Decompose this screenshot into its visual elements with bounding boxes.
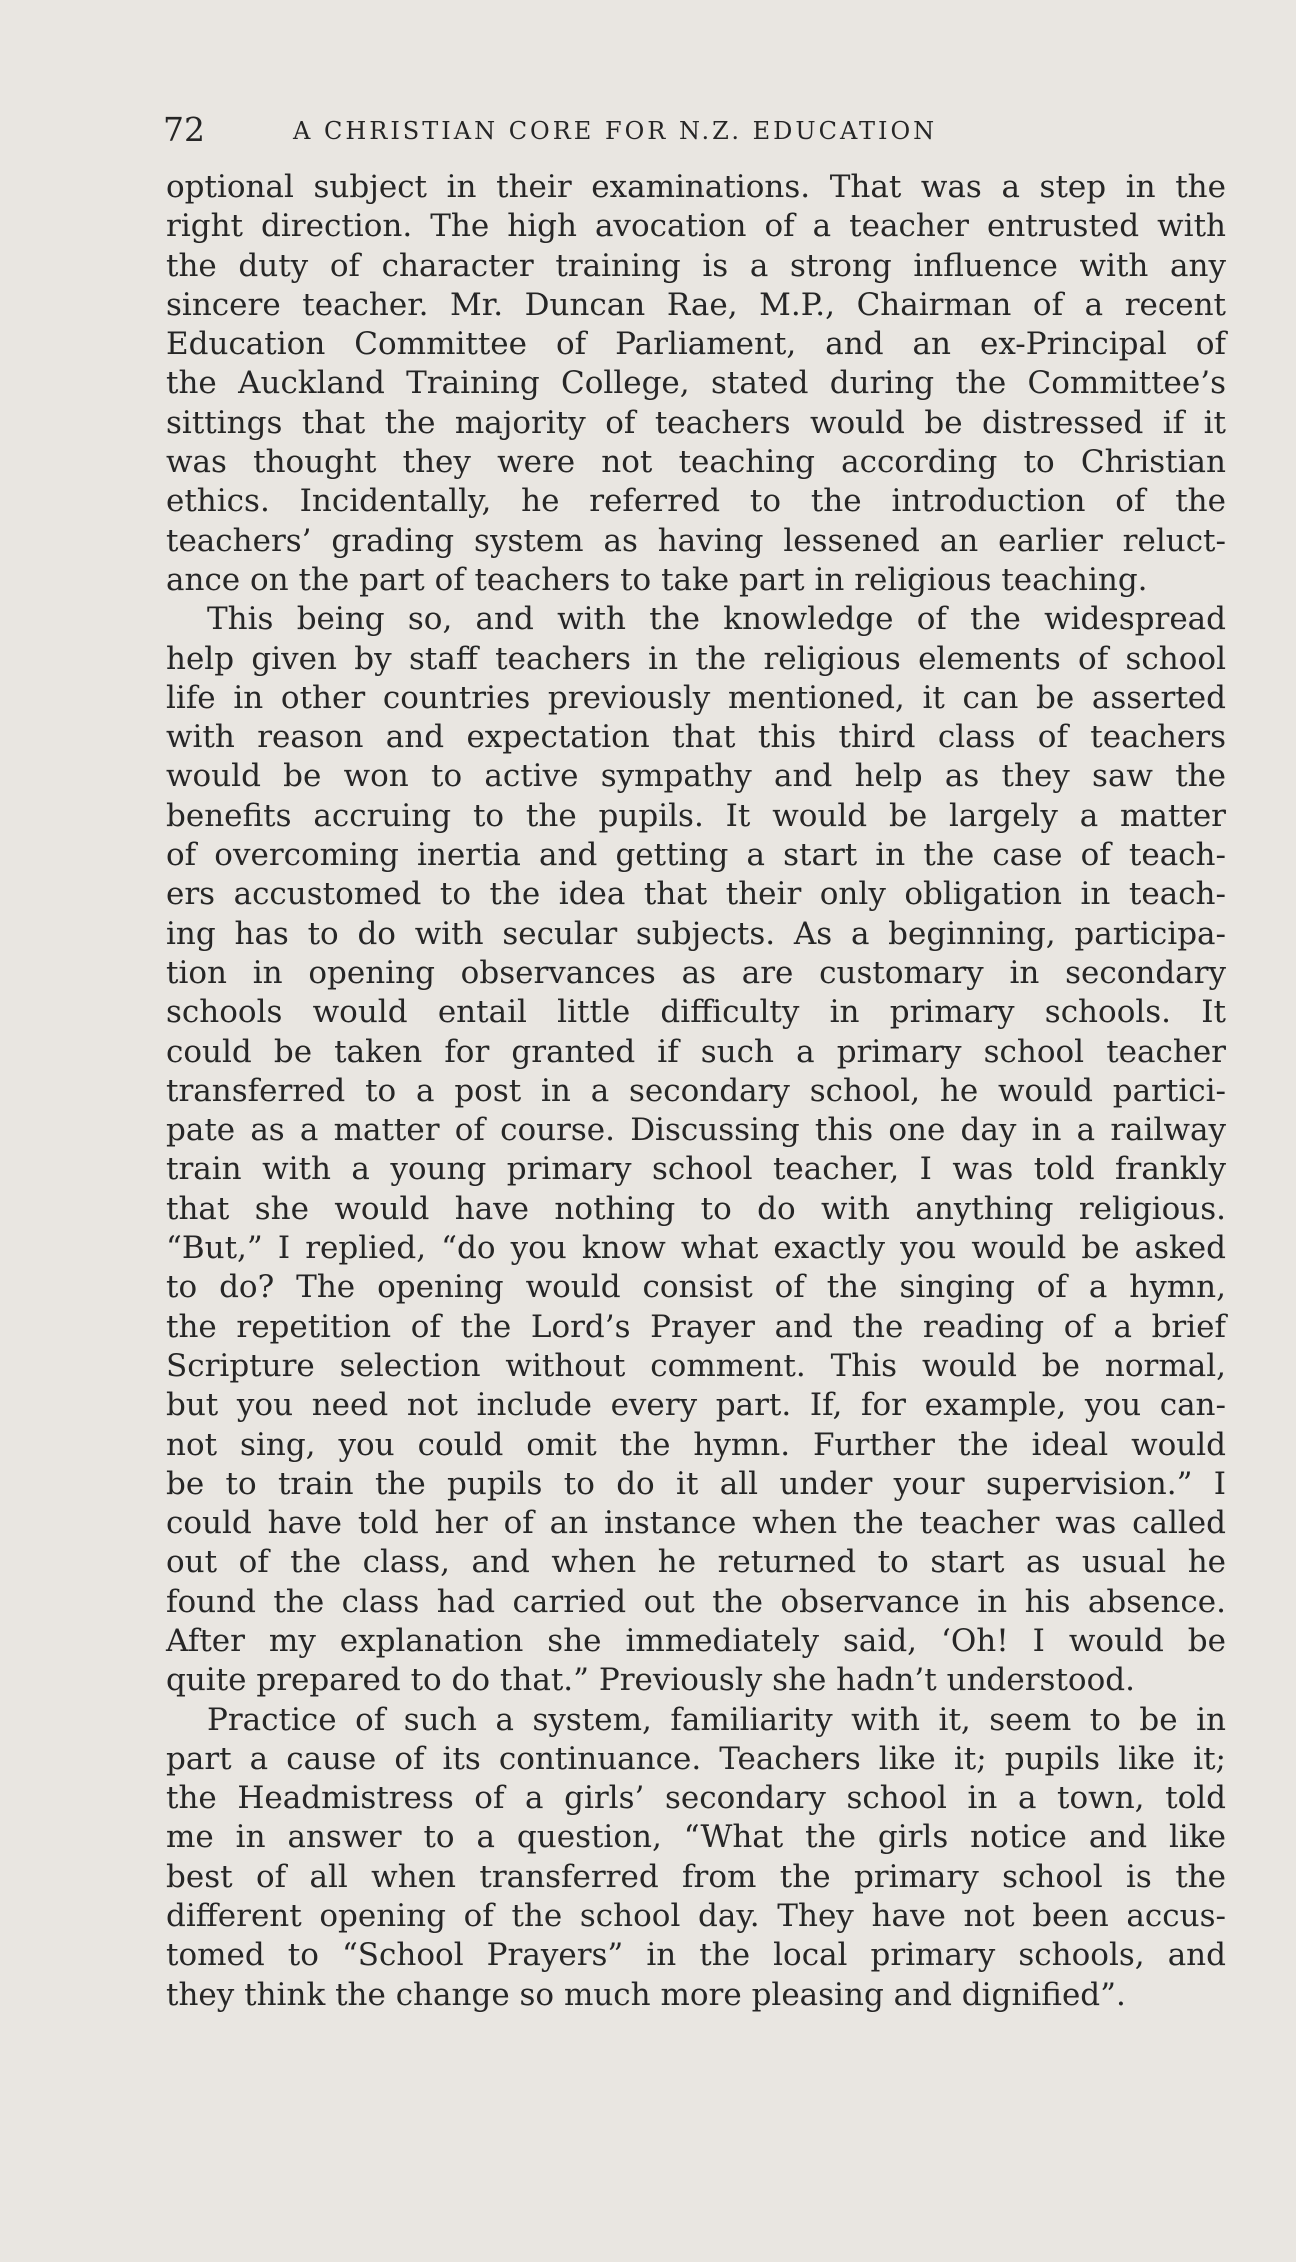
paragraph (166, 168, 1226, 600)
text-line: me in answer to a question, “What the girls notice and like (166, 1819, 1226, 1856)
text-line: “But,” I replied, “do you know what exactly you would be asked (166, 1230, 1226, 1267)
paragraph (166, 1701, 1226, 2015)
text-line: best of all when transferred from the primary school is the (166, 1858, 1226, 1895)
text-line: was thought they were not teaching according to Christian (166, 444, 1226, 481)
page-number: 72 (163, 110, 205, 149)
text-line: they think the change so much more pleasing and dignified”. (166, 1976, 1126, 2013)
text-line: ance on the part of teachers to take part in religious teaching. (166, 561, 1148, 598)
text-line: the Auckland Training College, stated during the Committee’s (166, 365, 1226, 402)
text-line: the repetition of the Lord’s Prayer and the reading of a brief (166, 1308, 1226, 1345)
text-line: train with a young primary school teacher, I was told frankly (166, 1151, 1226, 1188)
text-line: to do? The opening would consist of the singing of a hymn, (166, 1269, 1226, 1306)
text-line: transferred to a post in a secondary school, he would partici- (166, 1072, 1226, 1109)
text-line: quite prepared to do that.” Previously she hadn’t understood. (166, 1662, 1135, 1699)
text-line: different opening of the school day. They have not been accus- (166, 1898, 1226, 1935)
text-line: ethics. Incidentally, he referred to the introduction of the (166, 483, 1226, 520)
text-line: out of the class, and when he returned to start as usual he (166, 1544, 1226, 1581)
text-line: tomed to “School Prayers” in the local primary schools, and (166, 1937, 1226, 1974)
text-line: that she would have nothing to do with anything religious. (166, 1190, 1226, 1227)
text-line: right direction. The high avocation of a teacher entrusted with (166, 208, 1226, 245)
text-line: could be taken for granted if such a primary school teacher (166, 1033, 1226, 1070)
body-text (166, 168, 1226, 2015)
text-line: help given by staff teachers in the religious elements of school (166, 640, 1226, 677)
text-line: of overcoming inertia and getting a start in the case of teach- (166, 837, 1226, 874)
text-line: ing has to do with secular subjects. As a beginning, participa- (166, 915, 1226, 952)
text-line: sittings that the majority of teachers would be distressed if it (166, 404, 1226, 441)
text-line: life in other countries previously mentioned, it can be asserted (166, 679, 1226, 716)
text-line: but you need not include every part. If, for example, you can- (166, 1387, 1226, 1424)
text-line: not sing, you could omit the hymn. Further the ideal would (166, 1426, 1226, 1463)
running-title: A CHRISTIAN CORE FOR N.Z. EDUCATION (293, 117, 938, 145)
text-line: Scripture selection without comment. This would be normal, (166, 1347, 1226, 1384)
text-line: sincere teacher. Mr. Duncan Rae, M.P., Chairman of a recent (166, 286, 1226, 323)
text-line: the Headmistress of a girls’ secondary school in a town, told (166, 1780, 1226, 1817)
paragraph (166, 600, 1226, 1700)
text-line: the duty of character training is a strong influence with any (166, 247, 1226, 284)
text-line: tion in opening observances as are customary in secondary (166, 954, 1226, 991)
text-line: be to train the pupils to do it all under your supervision.” I (166, 1465, 1226, 1502)
text-line: pate as a matter of course. Discussing this one day in a railway (166, 1112, 1226, 1149)
text-line: schools would entail little difficulty in primary schools. It (166, 994, 1226, 1031)
running-head (163, 108, 1103, 152)
text-line: optional subject in their examinations. That was a step in the (166, 169, 1226, 205)
text-line: After my explanation she immediately said, ‘Oh! I would be (166, 1622, 1226, 1659)
text-line: part a cause of its continuance. Teachers like it; pupils like it; (166, 1740, 1226, 1777)
text-line: ers accustomed to the idea that their only obligation in teach- (166, 876, 1226, 913)
text-line: would be won to active sympathy and help as they saw the (166, 758, 1226, 795)
text-line: found the class had carried out the observance in his absence. (166, 1583, 1226, 1620)
text-line: Practice of such a system, familiarity with it, seem to be in (207, 1701, 1226, 1738)
text-line: Education Committee of Parliament, and an ex-Principal of (166, 326, 1226, 363)
text-line: This being so, and with the knowledge of the widespread (207, 601, 1226, 638)
text-line: with reason and expectation that this third class of teachers (166, 719, 1226, 756)
text-line: teachers’ grading system as having lessened an earlier reluct- (166, 522, 1226, 559)
text-line: benefits accruing to the pupils. It would be largely a matter (166, 797, 1226, 834)
text-line: could have told her of an instance when the teacher was called (166, 1505, 1226, 1542)
